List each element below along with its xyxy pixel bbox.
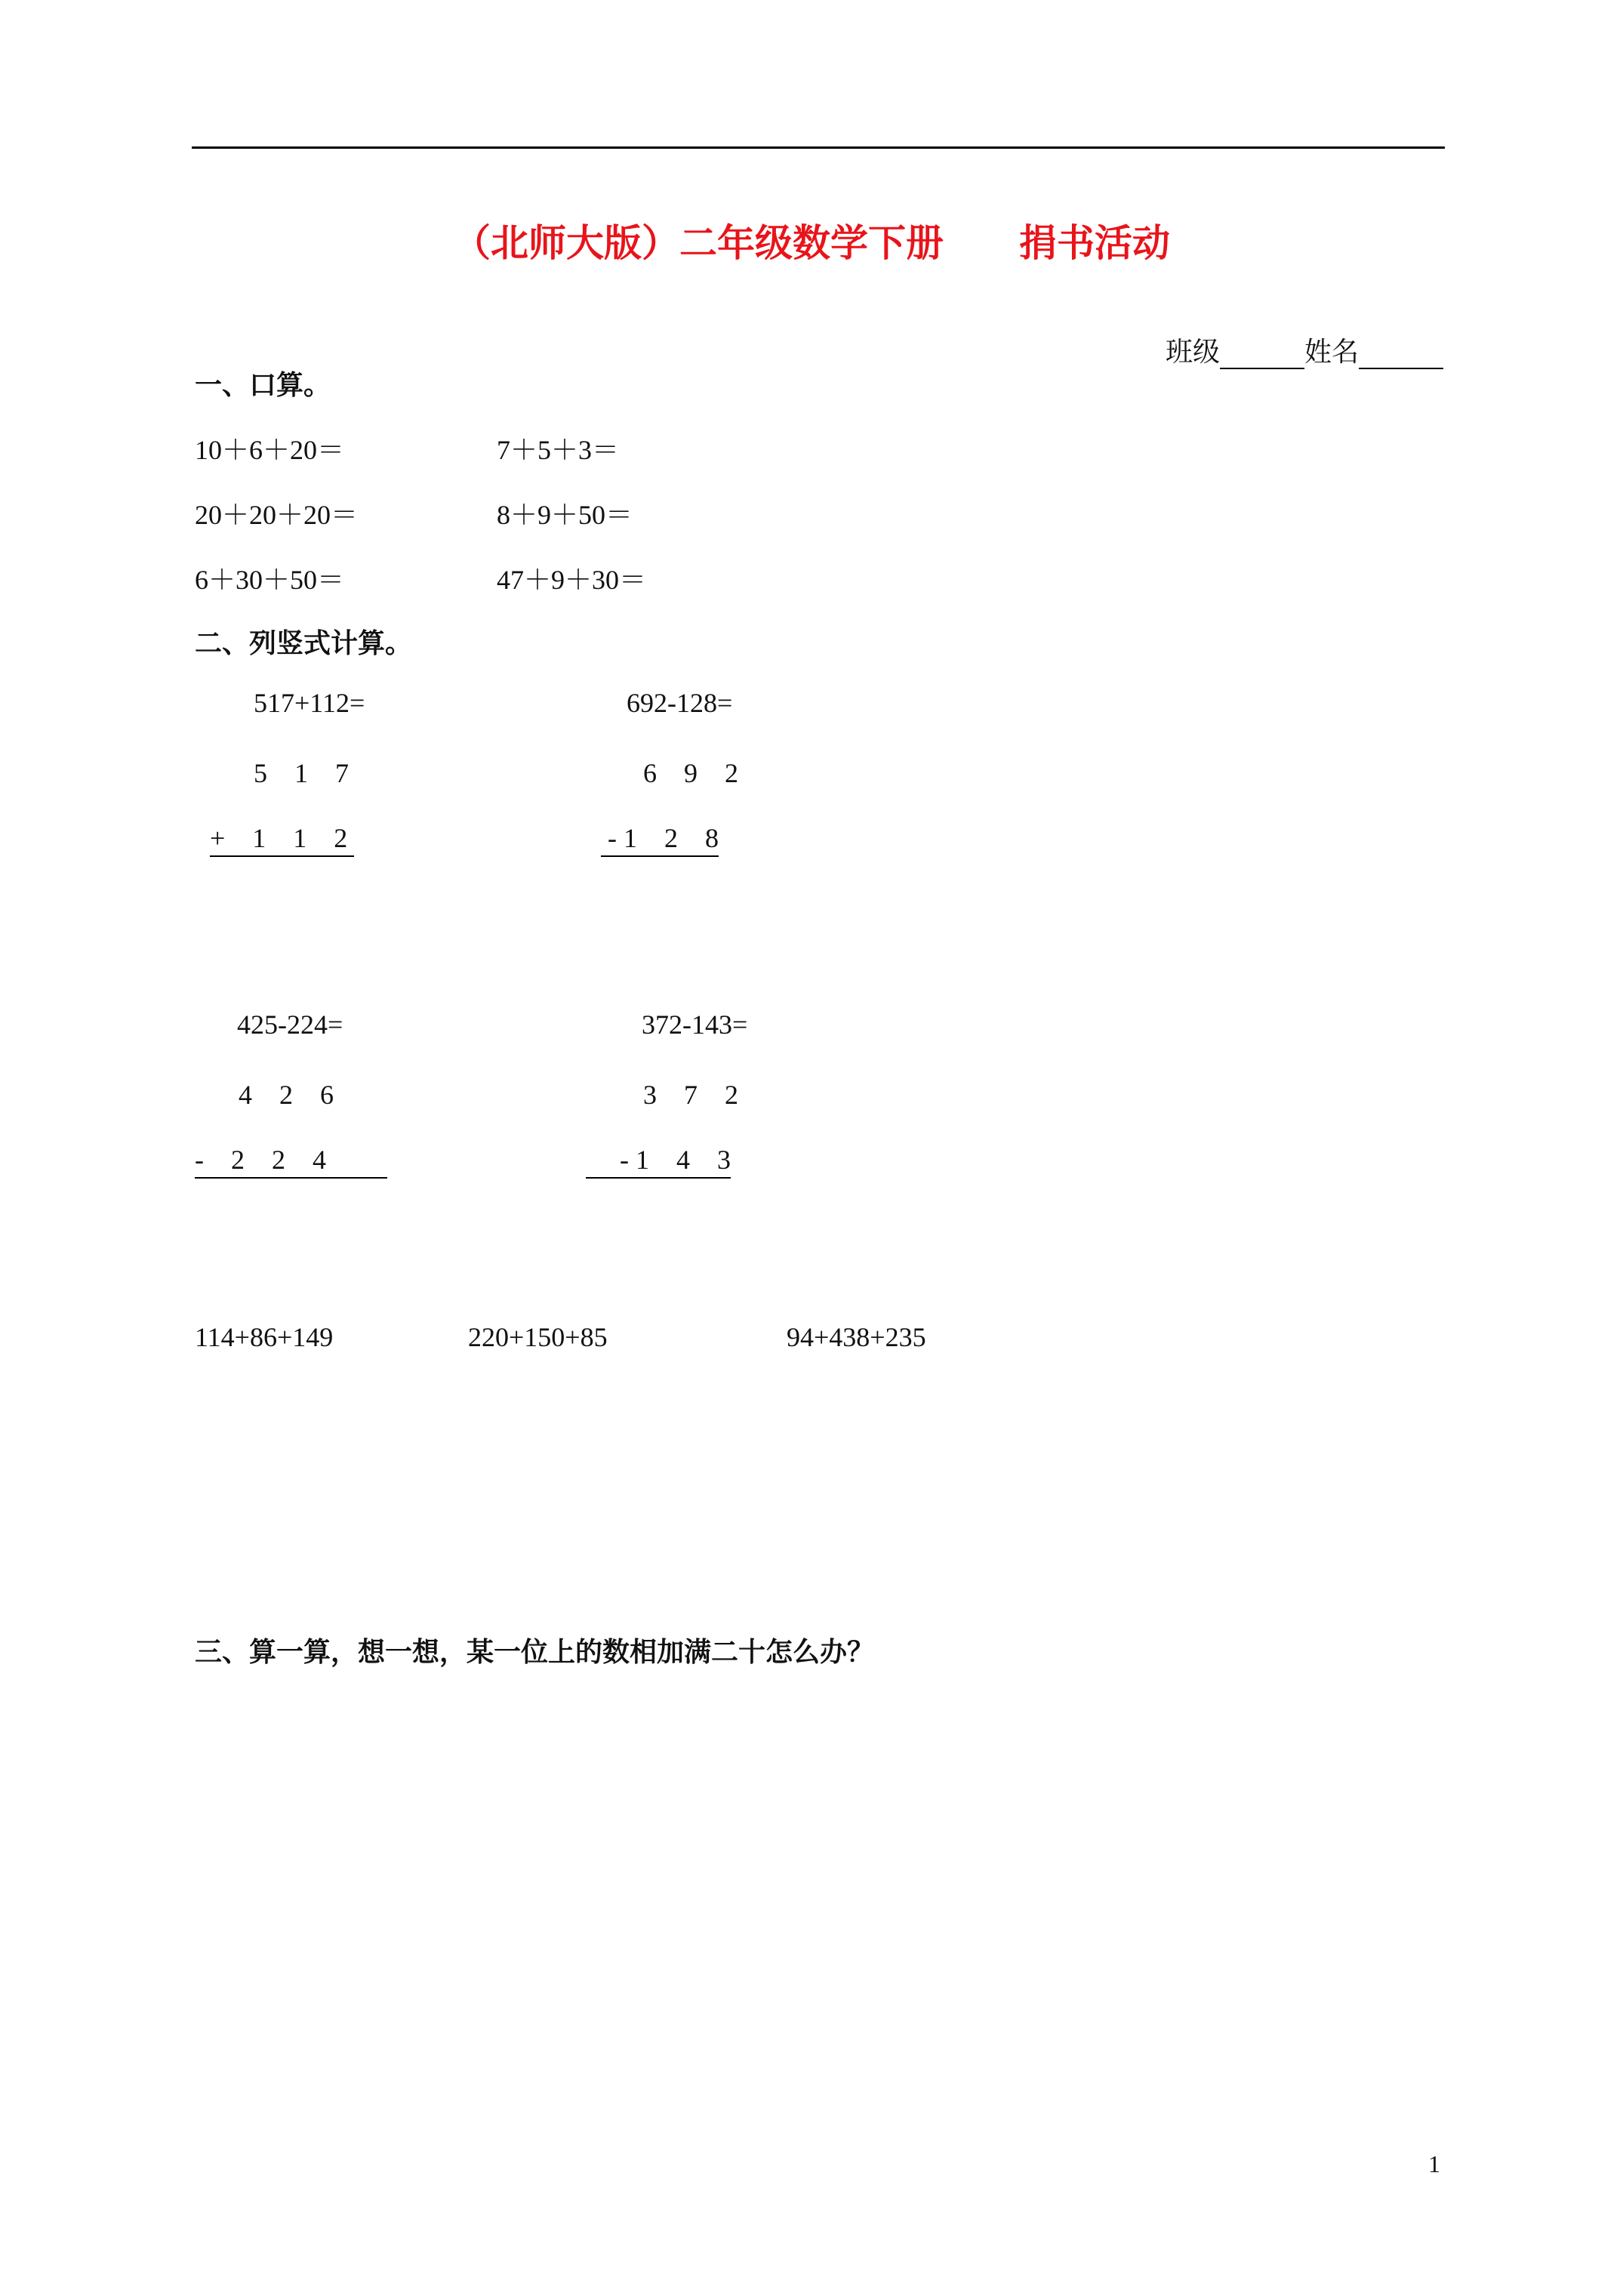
name-blank[interactable] bbox=[1359, 345, 1443, 369]
section-2-heading: 二、列竖式计算。 bbox=[195, 627, 413, 659]
class-blank[interactable] bbox=[1220, 345, 1304, 369]
vertical-expression: 692-128= bbox=[627, 688, 733, 718]
sum-problem: 114+86+149 bbox=[195, 1322, 334, 1352]
header-rule bbox=[192, 146, 1445, 149]
student-info bbox=[1152, 299, 1443, 369]
vertical-expression: 372-143= bbox=[642, 1009, 748, 1040]
section-1-heading: 一、口算。 bbox=[195, 369, 331, 401]
vertical-bottom-operand: - 1 2 8 bbox=[601, 817, 719, 857]
vertical-top-operand: 5 1 7 bbox=[254, 758, 350, 788]
vertical-expression: 517+112= bbox=[254, 688, 365, 718]
class-label: 班级 bbox=[1166, 337, 1221, 367]
vertical-expression: 425-224= bbox=[237, 1009, 343, 1040]
sum-problem: 94+438+235 bbox=[787, 1322, 926, 1352]
vertical-bottom-operand: - 2 2 4 bbox=[195, 1139, 387, 1179]
page-number: 1 bbox=[1428, 2150, 1440, 2177]
mental-item: 6＋30＋50＝ bbox=[195, 565, 345, 595]
name-label: 姓名 bbox=[1304, 337, 1360, 367]
sum-problem: 220+150+85 bbox=[468, 1322, 608, 1352]
mental-item: 8＋9＋50＝ bbox=[497, 500, 633, 530]
vertical-top-operand: 4 2 6 bbox=[239, 1080, 334, 1110]
vertical-bottom-operand: - 1 4 3 bbox=[586, 1139, 731, 1179]
page-title: （北师大版）二年级数学下册 捐书活动 bbox=[453, 220, 1170, 265]
vertical-bottom-operand: + 1 1 2 bbox=[210, 817, 354, 857]
mental-item: 7＋5＋3＝ bbox=[497, 435, 620, 465]
mental-item: 20＋20＋20＝ bbox=[195, 500, 359, 530]
mental-item: 47＋9＋30＝ bbox=[497, 565, 647, 595]
vertical-top-operand: 3 7 2 bbox=[643, 1080, 739, 1110]
section-3-heading: 三、算一算，想一想，某一位上的数相加满二十怎么办？ bbox=[195, 1636, 875, 1668]
vertical-top-operand: 6 9 2 bbox=[643, 758, 739, 788]
mental-item: 10＋6＋20＝ bbox=[195, 435, 345, 465]
